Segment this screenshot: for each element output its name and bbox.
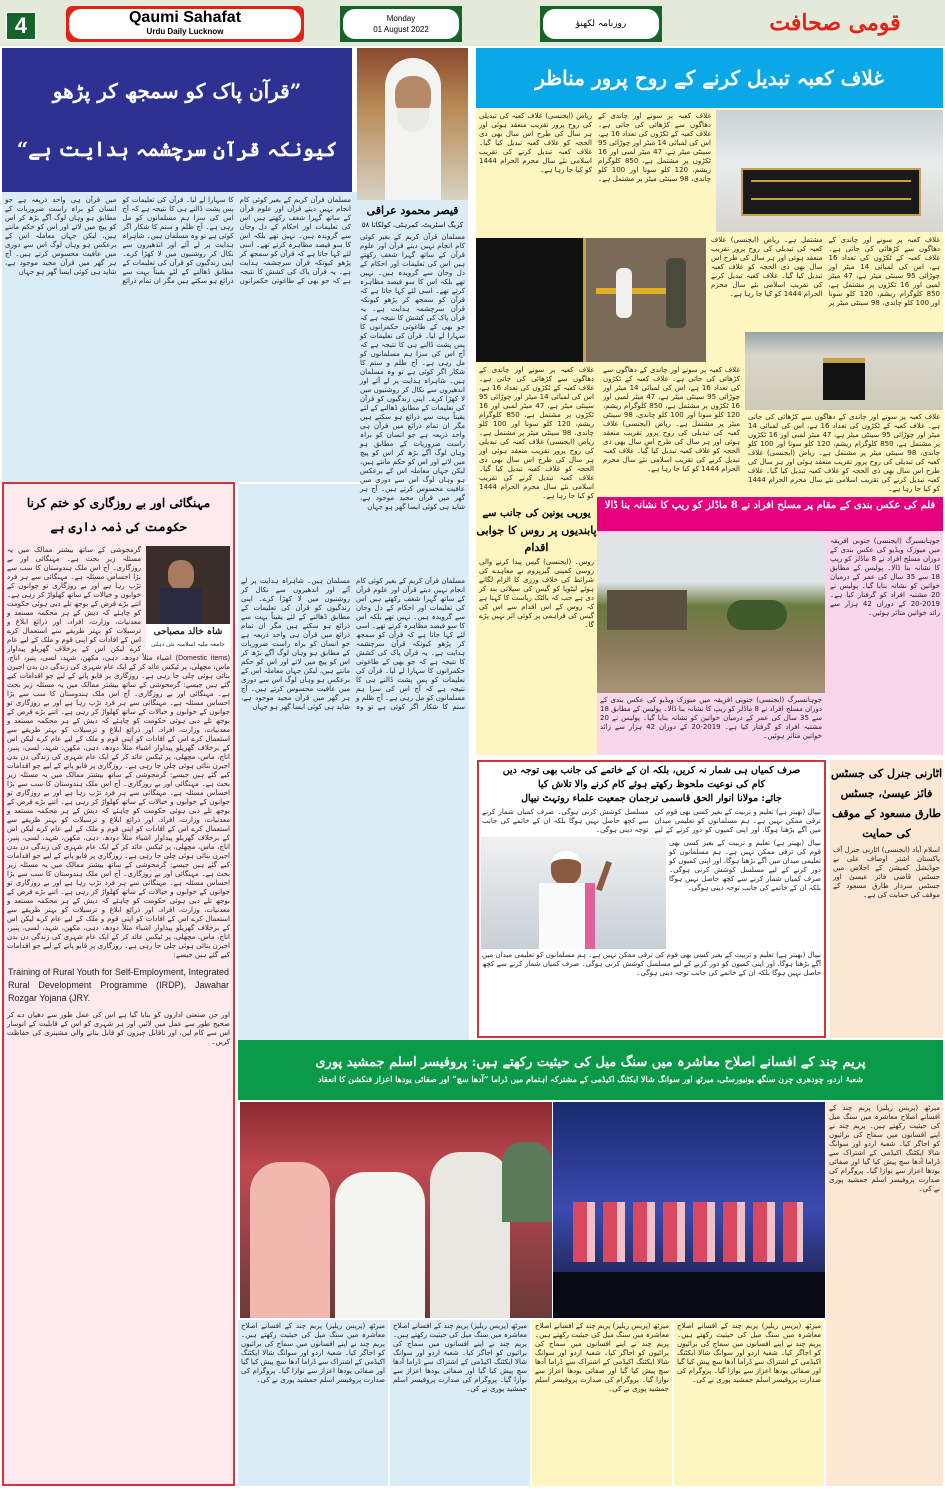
- quran-side-column: [357, 202, 468, 514]
- premchand-body-col1: میرٹھ (پریس ریلیز) پریم چند کے افسانے اصلاح معاشرہ میں سنگ میل کی حیثیت رکھتے ہیں۔ پریم چند نے اپنے افسانوں میں سماج کی برائیوں کو اجاگر کیا۔ شعبۂ اردو اور سوانگ شالا ایکٹنگ اکیڈمی کے اشتراک سے ڈراما آدھا سچ پیش کیا گیا اور صفائی یودھا اعزاز سے نوازا گیا۔ پروگرام کی صدارت پروفیسر اسلم جمشید پوری نے کی۔: [238, 1320, 388, 1486]
- russia-body: روس۔ (ایجنسی) گیس پیدا کرنے والی روسی کمپنی گیزپروم نے معاہدے کی شرائط کی خلاف ورزی کا الزام لگاتے ہوئے لیٹویا کو گیس کی سپلائی بند کر دی ہے جب کہ بالٹک ریاست کا کہنا ہے کہ روس کے اس اقدام سے اس کی گیس کی فراہمی پر کوئی اثر نہیں پڑے گا۔: [479, 558, 594, 629]
- attorney-body: اسلام آباد (ایجنسی) اٹارنی جنرل آف پاکستان اشتر اوصاف علی نے جوڈیشل کمیشن کے اجلاس میں جسٹس قاضی فائز عیسیٰ اور جسٹس سردار طارق مسعود کے موقف کی حمایت کی ہے۔: [833, 846, 940, 899]
- inflation-body-text-5: گرمجوشی کے ساتھ بیشتر ممالک میں یہ مسئلہ زیر بحث ہے۔ مہنگائی اور بے روزگاری۔ آج اس ملک ہندوستان کا سب سے بڑا احساس مسئلہ ہے۔ مہنگائی سے ہر فرد تڑپ رہا ہے اور بے روزگاری تو جوانوں کے خوابوں و خیالات کے ساتھ کھلواڑ کر رہی ہے۔ اتنے بڑے قرض کے بوجھ تلے دبی ہوئی حکومت کو چاہئے کہ دیش کے ہر محکمہ مستعد و معدنیات، وزارت، افراد، اور ذرائع ابلاغ و ترسیلات کو بہتر طریقے سے استعمال کرے اس کے افادات کو اپنی قوم و ملک کے لیے عام کرے لیکن اس کے برخلاف گھریلو پیداوار: [7, 771, 230, 842]
- ulema-headline-line1: صرف کمیاں ہی شمار نہ کریں، بلکہ ان کے خاتمے کی جانب بھی توجہ دیں: [502, 765, 801, 776]
- premchand-subheadline: شعبۂ اردو، چودھری چرن سنگھ یونیورسٹی، میرٹھ اور سوانگ شالا ایکٹنگ اکیڈمی کے مشترکہ اہتمام میں ڈراما ”آدھا سچ“ اور صفائی یودھا اعزاز فنکشن کا انعقاد: [318, 1074, 863, 1084]
- inflation-body-main: [4, 544, 233, 962]
- russia-headline: پابندیوں پر روس کا جوابی اقدام: [476, 524, 597, 554]
- kaaba-kiswa-photo: [476, 238, 706, 362]
- premchand-body-col2: میرٹھ (پریس ریلیز) پریم چند کے افسانے اصلاح معاشرہ میں سنگ میل کی حیثیت رکھتے ہیں۔ پریم چند نے اپنے افسانوں میں سماج کی برائیوں کو اجاگر کیا۔ شعبۂ اردو اور سوانگ شالا ایکٹنگ اکیڈمی کے اشتراک سے ڈراما آدھا سچ پیش کیا گیا اور صفائی یودھا اعزاز سے نوازا گیا۔ پروگرام کی صدارت پروفیسر اسلم جمشید پوری نے کی۔: [390, 1320, 530, 1486]
- ulema-body: نیپال (بھیتر ہے) تعلیم و تربیت کے بغیر کسی بھی قوم کی ترقی ممکن نہیں ہے۔ ہم مسلمانوں کو تعلیمی میدان میں آگے بڑھنا ہوگا، اور اپنی کمیوں کو دور کرنے کے لیے مسلسل کوشش کرنی ہوگی۔ صرف کمیاں شمار کرنے سے کچھ حاصل نہیں ہوگا بلکہ ان کے خاتمے کی جانب توجہ دینی ہوگی۔: [669, 839, 821, 892]
- inflation-author-box: [146, 546, 230, 650]
- kaaba-body-5: غلاف کعبہ پر سونے اور چاندی کے دھاگوں سے کڑھائی کی جاتی ہے۔ غلاف کعبہ کے ٹکڑوں کی تعداد 16 ہے، اس کی لمبائی 14 میٹر اور چوڑائی 95 سینٹی میٹر ہے، 47 میٹر لمبی اور 16 ٹکڑوں پر مشتمل ہے، 850 کلوگرام ریشم، 120 کلو سونا اور 100 کلو چاندی، 98 سینٹی میٹر پر مشتمل ہے۔ ریاض (ایجنسی) غلاف کعبہ کی تبدیلی کی روح پرور تقریب منعقد ہوئی اور ہر سال کی طرح اس سال بھی ذی الحجہ کو غلاف کعبہ تبدیل کیا گیا۔ غلاف کعبہ تبدیل کرنے کی تقریب اسلامی نئے سال محرم الحرام 1444 کو کیا جا رہا ہے۔: [479, 366, 595, 500]
- inflation-headline-line2: حکومت کی ذمہ داری ہے: [50, 520, 187, 534]
- russia-kicker: یورپی یونین کی جانب سے: [482, 508, 591, 519]
- kaaba-body-1: غلاف کعبہ پر سونے اور چاندی کے دھاگوں سے کڑھائی کی جاتی ہے۔ غلاف کعبہ کے ٹکڑوں کی تعداد 16 ہے، اس کی لمبائی 14 میٹر اور چوڑائی 95 سینٹی میٹر ہے، 47 میٹر لمبی اور 16 ٹکڑوں پر مشتمل ہے، 850 کلوگرام ریشم، 120 کلو سونا اور 100 کلو چاندی، 98 سینٹی میٹر پر مشتمل ہے۔ ریاض (ایجنسی) غلاف کعبہ کی تبدیلی کی روح پرور تقریب منعقد ہوئی اور ہر سال کی طرح اس سال بھی ذی الحجہ کو غلاف کعبہ تبدیل کیا گیا۔ غلاف کعبہ تبدیل کرنے کی تقریب اسلامی نئے سال محرم الحرام 1444 کو کیا جا رہا ہے۔: [479, 112, 712, 183]
- audience-photo: [240, 1102, 552, 1318]
- author-affiliation: جامعہ ملیہ اسلامیہ نئی دہلی: [151, 641, 225, 648]
- middle-background-panel: [238, 484, 469, 1040]
- quran-headline-box: [2, 48, 352, 192]
- premchand-banner: [238, 1040, 943, 1100]
- film-body-right: جوہانسبرگ (ایجنسی) جنوبی افریقہ میں میوزک ویڈیو کی عکس بندی کے دوران مسلح افراد نے 8 ماڈلز کو ریپ کا نشانہ بنا ڈالا۔ پولیس کے مطابق 18 سے 35 سال کی عمر کے درمیان خواتین کو نشانہ بنایا گیا۔ پولیس نے 20 مشتبہ افراد کو گرفتار کیا ہے۔ 2019-20 کے دوران 42 ہزار سے زائد خواتین متاثر ہوئیں۔: [830, 537, 940, 617]
- premchand-body-right: میرٹھ (پریس ریلیز) پریم چند کے افسانے اصلاح معاشرہ میں سنگ میل کی حیثیت رکھتے ہیں۔ پریم چند نے اپنے افسانوں میں سماج کی برائیوں کو اجاگر کیا۔ شعبۂ اردو اور سوانگ شالا ایکٹنگ اکیڈمی کے اشتراک سے ڈراما آدھا سچ پیش کیا گیا اور صفائی یودھا اعزاز سے نوازا گیا۔ پروگرام کی صدارت پروفیسر اسلم جمشید پوری نے کی۔: [826, 1102, 943, 1486]
- inflation-body-text-8: اشیاء مثلاً دودھ، دہی، مکھن، شہد، لسی، پنیر، اناج، ماس، مچھلی، پر ٹیکس عائد کر کے ایک عام شہری کی زندگی دن بدن اجیرن بنائی ہوئی چلی جا رہی ہے۔ روزگاری پر قابو پانے کے لیے جو اقدامات کیے گئے ہیں جیسے:: [7, 924, 230, 959]
- film-site-photo: [597, 535, 825, 693]
- inflation-body-text-4: اشیاء مثلاً دودھ، دہی، مکھن، شہد، لسی، پنیر، اناج، ماس، مچھلی، پر ٹیکس عائد کر کے ایک عام شہری کی زندگی دن بدن اجیرن بنائی ہوئی چلی جا رہی ہے۔ روزگاری پر قابو پانے کے لیے جو اقدامات کیے گئے ہیں جیسے:: [7, 744, 230, 779]
- masthead-tagline: Urdu Daily Lucknow: [146, 27, 224, 36]
- attorney-headline: اٹارنی جنرل کی جسٹس فائز عیسیٰ، جسٹس طارق مسعود کے موقف کی حمایت: [830, 767, 943, 840]
- quran-headline-line1: ”قرآن پاک کو سمجھ کر پڑھو: [52, 79, 302, 103]
- inflation-body-text-6: اشیاء مثلاً دودھ، دہی، مکھن، شہد، لسی، پنیر، اناج، ماس، مچھلی، پر ٹیکس عائد کر کے ایک عام شہری کی زندگی دن بدن اجیرن بنائی ہوئی چلی جا رہی ہے۔ روزگاری پر قابو پانے کے لیے جو اقدامات کیے گئے ہیں جیسے:: [7, 834, 230, 869]
- quran-article-body-side: مسلمان قرآن کریم کے بغیر کوئی کام انجام نہیں دیتے قرآن اور علوم قرآن کے ساتھ گہرا شغف رکھتے ہیں اس کی تعلیمات اور احکام کے دل وجان سے گرویدہ ہیں۔ نہیں تھے بلکہ اس کا سو فیصد مظاہرہ کرتے تھے۔ اسی لئے کہا جاتا ہے کہ قرآن کو سمجھ کر پڑھو کیونکہ قرآن سرچشمہ ہدایت ہے۔ یہ قرآن پاک کی کشش کا نتیجہ ہے کہ جو بھی کے طاغوتی حکمرانوں کا سہارا لے لیا۔ قرآن کی تعلیمات کو پس پشت ڈالنے ہی کا نتیجہ ہے کہ آج اس کی سزا ہم مسلمانوں کو مل رہی ہے۔ آج ظلم و ستم کا شکار اگر کوئی ہے تو وہ مسلمان ہیں۔ شاہراہ ہدایت پر لے آئے اور اندھیروں سے نکال کر روشنیوں میں لا کھڑا کرے۔ اپنی زندگیوں کو قرآن کی تعلیمات کے مطابق ڈھالنے کے لئے یقیناً بہت سے ذرائع ہو سکتے ہیں مگر ان تمام ذرائع میں قرآن ہی واحد ذریعہ ہے جو انسان کو براہ راست ضروریات کے مطابق ہو وہاں لوگ آگے بڑھ کر اس کو پیچ میں لاتے اور اس کو حکم مانتے ہیں، لیکن جہاں معاملہ اس کے برعکس ہو وہاں لوگ اس سے دوری میں عافیت محسوس کرتے ہیں۔ آج ہر گھر میں قرآن مجید موجود ہے، شاید ہی کوئی ایسا گھر ہو جہاں: [360, 233, 465, 511]
- masthead-name-urdu: قومی صحافت: [769, 10, 901, 36]
- attorney-article: [830, 760, 943, 1038]
- inflation-body-text-3: گرمجوشی کے ساتھ بیشتر ممالک میں یہ مسئلہ زیر بحث ہے۔ مہنگائی اور بے روزگاری۔ آج اس ملک ہندوستان کا سب سے بڑا احساس مسئلہ ہے۔ مہنگائی سے ہر فرد تڑپ رہا ہے اور بے روزگاری تو جوانوں کے خوابوں و خیالات کے ساتھ کھلواڑ کر رہی ہے۔ اتنے بڑے قرض کے بوجھ تلے دبی ہوئی حکومت کو چاہئے کہ دیش کے ہر محکمہ مستعد و معدنیات، وزارت، افراد، اور ذرائع ابلاغ و ترسیلات کو بہتر طریقے سے استعمال کرے اس کے افادات کو اپنی قوم و ملک کے لیے عام کرے لیکن اس کے برخلاف گھریلو پیداوار: [7, 681, 230, 752]
- masthead-english-box: [66, 6, 304, 42]
- masthead: [0, 0, 945, 46]
- drama-stage-photo: [553, 1102, 825, 1318]
- ulema-body-bottom: نیپال (بھیتر ہے) تعلیم و تربیت کے بغیر کسی بھی قوم کی ترقی ممکن نہیں ہے۔ ہم مسلمانوں کو تعلیمی میدان میں آگے بڑھنا ہوگا، اور اپنی کمیوں کو دور کرنے کے لیے مسلسل کوشش کرنی ہوگی۔ صرف کمیاں شمار کرنے سے کچھ حاصل نہیں ہوگا بلکہ ان کے خاتمے کی جانب توجہ دینی ہوگی۔: [482, 951, 821, 977]
- inflation-closing: اور جن صنعتی اداروں کو بنایا گیا ہے اس کی عمل طور سے دھیان دے کر صحیح طور سے عمل میں لائیں اور ہر شہری کو اس کے قابلیت کے انوسار اس سے کام لیں، اور ناقابل چیزوں کو قابل بنانے والی مشینری کی حفاظت کریں۔: [7, 1011, 230, 1046]
- date-box: [340, 6, 462, 42]
- date-day: Monday: [386, 14, 416, 23]
- page-number: 4: [6, 12, 36, 40]
- kaaba-haram-photo: [745, 332, 943, 410]
- ulema-body-top: نیپال (بھیتر ہے) تعلیم و تربیت کے بغیر کسی بھی قوم کی ترقی ممکن نہیں ہے۔ ہم مسلمانوں کو تعلیمی میدان میں آگے بڑھنا ہوگا، اور اپنی کمیوں کو دور کرنے کے لیے مسلسل کوشش کرنی ہوگی۔ صرف کمیاں شمار کرنے سے کچھ حاصل نہیں ہوگا بلکہ ان کے خاتمے کی جانب توجہ دینی ہوگی۔: [482, 808, 821, 834]
- inflation-english-term: (Domestic items): [175, 655, 230, 662]
- author-name-shah-khalid: شاہ خالد مصباحی: [153, 627, 223, 637]
- ulema-headline-line2: کام کی نوعیت ملحوظ رکھتے ہوئے کام کرنے والا تلاش کیا: [537, 779, 765, 790]
- film-headline: فلم کی عکس بندی کے مقام پر مسلح افراد نے 8 ماڈلز کو ریپ کا نشانہ بنا ڈالا: [597, 497, 943, 531]
- russia-article: [476, 364, 597, 632]
- author-photo-qaiser: [357, 48, 468, 200]
- ulema-photo-row: [479, 837, 824, 949]
- quran-article-body-cont: مسلمان قرآن کریم کے بغیر کوئی کام انجام نہیں دیتے قرآن اور علوم قرآن کے ساتھ گہرا شغف رکھتے ہیں اس کی تعلیمات اور احکام کے دل وجان سے گرویدہ ہیں۔ نہیں تھے بلکہ اس کا سو فیصد مظاہرہ کرتے تھے۔ اسی لئے کہا جاتا ہے کہ قرآن کو سمجھ کر پڑھو کیونکہ قرآن سرچشمہ ہدایت ہے۔ یہ قرآن پاک کی کشش کا نتیجہ ہے کہ جو بھی کے طاغوتی حکمرانوں کا سہارا لے لیا۔ قرآن کی تعلیمات کو پس پشت ڈالنے ہی کا نتیجہ ہے کہ آج اس کی سزا ہم مسلمانوں کو مل رہی ہے۔ آج ظلم و ستم کا شکار اگر کوئی ہے تو وہ مسلمان ہیں۔ شاہراہ ہدایت پر لے آئے اور اندھیروں سے نکال کر روشنیوں میں لا کھڑا کرے۔ اپنی زندگیوں کو قرآن کی تعلیمات کے مطابق ڈھالنے کے لئے یقیناً بہت سے ذرائع ہو سکتے ہیں مگر ان تمام ذرائع میں قرآن ہی واحد ذریعہ ہے جو انسان کو براہ راست ضروریات کے مطابق ہو وہاں لوگ آگے بڑھ کر اس کو پیچ میں لاتے اور اس کو حکم مانتے ہیں، لیکن جہاں معاملہ اس کے برعکس ہو وہاں لوگ اس سے دوری میں عافیت محسوس کرتے ہیں۔ آج ہر گھر میں قرآن مجید موجود ہے، شاید ہی کوئی ایسا گھر ہو جہاں: [241, 577, 465, 711]
- kaaba-body-2: غلاف کعبہ پر سونے اور چاندی کے دھاگوں سے کڑھائی کی جاتی ہے۔ غلاف کعبہ کے ٹکڑوں کی تعداد 16 ہے، اس کی لمبائی 14 میٹر اور چوڑائی 95 سینٹی میٹر ہے، 47 میٹر لمبی اور 16 ٹکڑوں پر مشتمل ہے، 850 کلوگرام ریشم، 120 کلو سونا اور 100 کلو چاندی، 98 سینٹی میٹر پر مشتمل ہے۔ ریاض (ایجنسی) غلاف کعبہ کی تبدیلی کی روح پرور تقریب منعقد ہوئی اور ہر سال کی طرح اس سال بھی ذی الحجہ کو غلاف کعبہ تبدیل کیا گیا۔ غلاف کعبہ تبدیل کرنے کی تقریب اسلامی نئے سال محرم الحرام 1444 کو کیا جا رہا ہے۔: [711, 236, 941, 307]
- inflation-body-text-2: اشیاء مثلاً دودھ، دہی، مکھن، شہد، لسی، پنیر، اناج، ماس، مچھلی، پر ٹیکس عائد کر کے ایک عام شہری کی زندگی دن بدن اجیرن بنائی ہوئی چلی جا رہی ہے۔ روزگاری پر قابو پانے کے لیے جو اقدامات کیے گئے ہیں جیسے:: [7, 654, 230, 689]
- inflation-body-text-7: گرمجوشی کے ساتھ بیشتر ممالک میں یہ مسئلہ زیر بحث ہے۔ مہنگائی اور بے روزگاری۔ آج اس ملک ہندوستان کا سب سے بڑا احساس مسئلہ ہے۔ مہنگائی سے ہر فرد تڑپ رہا ہے اور بے روزگاری تو جوانوں کے خوابوں و خیالات کے ساتھ کھلواڑ کر رہی ہے۔ اتنے بڑے قرض کے بوجھ تلے دبی ہوئی حکومت کو چاہئے کہ دیش کے ہر محکمہ مستعد و معدنیات، وزارت، افراد، اور ذرائع ابلاغ و ترسیلات کو بہتر طریقے سے استعمال کرے اس کے افادات کو اپنی قوم و ملک کے لیے عام کرے لیکن اس کے برخلاف گھریلو پیداوار: [7, 861, 230, 932]
- rozname-label: روزنامہ لکھنؤ: [543, 9, 659, 39]
- premchand-body-col4: میرٹھ (پریس ریلیز) پریم چند کے افسانے اصلاح معاشرہ میں سنگ میل کی حیثیت رکھتے ہیں۔ پریم چند نے اپنے افسانوں میں سماج کی برائیوں کو اجاگر کیا۔ شعبۂ اردو اور سوانگ شالا ایکٹنگ اکیڈمی کے اشتراک سے ڈراما آدھا سچ پیش کیا گیا اور صفائی یودھا اعزاز سے نوازا گیا۔ پروگرام کی صدارت پروفیسر اسلم جمشید پوری نے کی۔: [674, 1320, 824, 1486]
- masthead-name-en: Qaumi Sahafat: [128, 9, 242, 26]
- kaaba-body-4: غلاف کعبہ پر سونے اور چاندی کے دھاگوں سے کڑھائی کی جاتی ہے۔ غلاف کعبہ کے ٹکڑوں کی تعداد 16 ہے، اس کی لمبائی 14 میٹر اور چوڑائی 95 سینٹی میٹر ہے، 47 میٹر لمبی اور 16 ٹکڑوں پر مشتمل ہے، 850 کلوگرام ریشم، 120 کلو سونا اور 100 کلو چاندی، 98 سینٹی میٹر پر مشتمل ہے۔ ریاض (ایجنسی) غلاف کعبہ کی تبدیلی کی روح پرور تقریب منعقد ہوئی اور ہر سال کی طرح اس سال بھی ذی الحجہ کو غلاف کعبہ تبدیل کیا گیا۔ غلاف کعبہ تبدیل کرنے کی تقریب اسلامی نئے سال محرم الحرام 1444 کو کیا جا رہا ہے۔: [748, 413, 941, 493]
- rozname-box: [540, 6, 662, 42]
- inflation-article: [2, 482, 235, 1486]
- ulema-article: [477, 760, 826, 1038]
- author-name-qaiser: قیصر محمود عراقی: [366, 204, 459, 217]
- quran-article-body: مسلمان قرآن کریم کے بغیر کوئی کام انجام نہیں دیتے قرآن اور علوم قرآن کے ساتھ گہرا شغف رکھتے ہیں اس کی تعلیمات اور احکام کے دل وجان سے گرویدہ ہیں۔ نہیں تھے بلکہ اس کا سو فیصد مظاہرہ کرتے تھے۔ اسی لئے کہا جاتا ہے کہ قرآن کو سمجھ کر پڑھو کیونکہ قرآن سرچشمہ ہدایت ہے۔ یہ قرآن پاک کی کشش کا نتیجہ ہے کہ جو بھی کے طاغوتی حکمرانوں کا سہارا لے لیا۔ قرآن کی تعلیمات کو پس پشت ڈالنے ہی کا نتیجہ ہے کہ آج اس کی سزا ہم مسلمانوں کو مل رہی ہے۔ آج ظلم و ستم کا شکار اگر کوئی ہے تو وہ مسلمان ہیں۔ شاہراہ ہدایت پر لے آئے اور اندھیروں سے نکال کر روشنیوں میں لا کھڑا کرے۔ اپنی زندگیوں کو قرآن کی تعلیمات کے مطابق ڈھالنے کے لئے یقیناً بہت سے ذرائع ہو سکتے ہیں مگر ان تمام ذرائع میں قرآن ہی واحد ذریعہ ہے جو انسان کو براہ راست ضروریات کے مطابق ہو وہاں لوگ آگے بڑھ کر اس کو پیچ میں لاتے اور اس کو حکم مانتے ہیں، لیکن جہاں معاملہ اس کے برعکس ہو وہاں لوگ اس سے دوری میں عافیت محسوس کرتے ہیں۔ آج ہر گھر میں قرآن مجید موجود ہے، شاید ہی کوئی ایسا گھر ہو جہاں: [5, 196, 351, 285]
- premchand-headline: پریم چند کے افسانے اصلاح معاشرہ میں سنگ میل کی حیثیت رکھتے ہیں: پروفیسر اسلم جمشید پوری: [315, 1055, 866, 1070]
- inflation-body-text: گرمجوشی کے ساتھ بیشتر ممالک میں یہ مسئلہ زیر بحث ہے۔ مہنگائی اور بے روزگاری۔ آج اس ملک ہندوستان کا سب سے بڑا احساس مسئلہ ہے۔ مہنگائی سے ہر فرد تڑپ رہا ہے اور بے روزگاری تو جوانوں کے خوابوں و خیالات کے ساتھ کھلواڑ کر رہی ہے۔ اتنے بڑے قرض کے بوجھ تلے دبی ہوئی حکومت کو چاہئے کہ دیش کے ہر محکمہ مستعد و معدنیات، وزارت، افراد، اور ذرائع ابلاغ و ترسیلات کو بہتر طریقے سے استعمال کرے اس کے افادات کو اپنی قوم و ملک کے لیے عام کرے لیکن اس کے برخلاف گھریلو پیداوار: [7, 546, 141, 653]
- ulema-headline-line3: جائے: مولانا انوار الحق قاسمی ترجمان جمعیت علماء روتہٹ نیپال: [521, 793, 782, 804]
- maulana-speech-photo: [481, 837, 666, 949]
- kaaba-body-3: غلاف کعبہ پر سونے اور چاندی کے دھاگوں سے کڑھائی کی جاتی ہے۔ غلاف کعبہ کے ٹکڑوں کی تعداد 16 ہے، اس کی لمبائی 14 میٹر اور چوڑائی 95 سینٹی میٹر ہے، 47 میٹر لمبی اور 16 ٹکڑوں پر مشتمل ہے، 850 کلوگرام ریشم، 120 کلو سونا اور 100 کلو چاندی، 98 سینٹی میٹر پر مشتمل ہے۔ ریاض (ایجنسی) غلاف کعبہ کی تبدیلی کی روح پرور تقریب منعقد ہوئی اور ہر سال کی طرح اس سال بھی ذی الحجہ کو غلاف کعبہ تبدیل کیا گیا۔ غلاف کعبہ تبدیل کرنے کی تقریب اسلامی نئے سال محرم الحرام 1444 کو کیا جا رہا ہے۔: [603, 366, 741, 473]
- inflation-headline-line1: مہنگائی اور بے روزگاری کو ختم کرنا: [26, 496, 211, 510]
- kaaba-headline: غلاف کعبہ تبدیل کرنے کے روح پرور مناظر: [476, 48, 943, 108]
- author-photo-shah-khalid: [146, 546, 230, 624]
- kaaba-ceremony-photo: [716, 110, 943, 232]
- author-address-qaiser: کریگ اسٹریٹ، کمرہٹی، کولکاتا ٥٨: [361, 221, 464, 229]
- date-full: 01 August 2022: [373, 25, 429, 34]
- film-body-bottom: جوہانسبرگ (ایجنسی) جنوبی افریقہ میں میوزک ویڈیو کی عکس بندی کے دوران مسلح افراد نے 8 ماڈلز کو ریپ کا نشانہ بنا ڈالا۔ پولیس کے مطابق 18 سے 35 سال کی عمر کے درمیان خواتین کو نشانہ بنایا گیا۔ پولیس نے 20 مشتبہ افراد کو گرفتار کیا ہے۔ 2019-20 کے دوران 42 ہزار سے زائد خواتین متاثر ہوئیں۔: [600, 696, 822, 740]
- inflation-english-schemes: Training of Rural Youth for Self-Employment, Integrated Rural Development Programme (IRDP), Jawahar Rozgar Yojana (JRY.: [8, 967, 229, 1003]
- quran-headline-line2: کیونکہ قرآن سرچشمہ ہدایت ہے“: [16, 137, 338, 161]
- premchand-body-col3: میرٹھ (پریس ریلیز) پریم چند کے افسانے اصلاح معاشرہ میں سنگ میل کی حیثیت رکھتے ہیں۔ پریم چند نے اپنے افسانوں میں سماج کی برائیوں کو اجاگر کیا۔ شعبۂ اردو اور سوانگ شالا ایکٹنگ اکیڈمی کے اشتراک سے ڈراما آدھا سچ پیش کیا گیا اور صفائی یودھا اعزاز سے نوازا گیا۔ پروگرام کی صدارت پروفیسر اسلم جمشید پوری نے کی۔: [532, 1320, 672, 1486]
